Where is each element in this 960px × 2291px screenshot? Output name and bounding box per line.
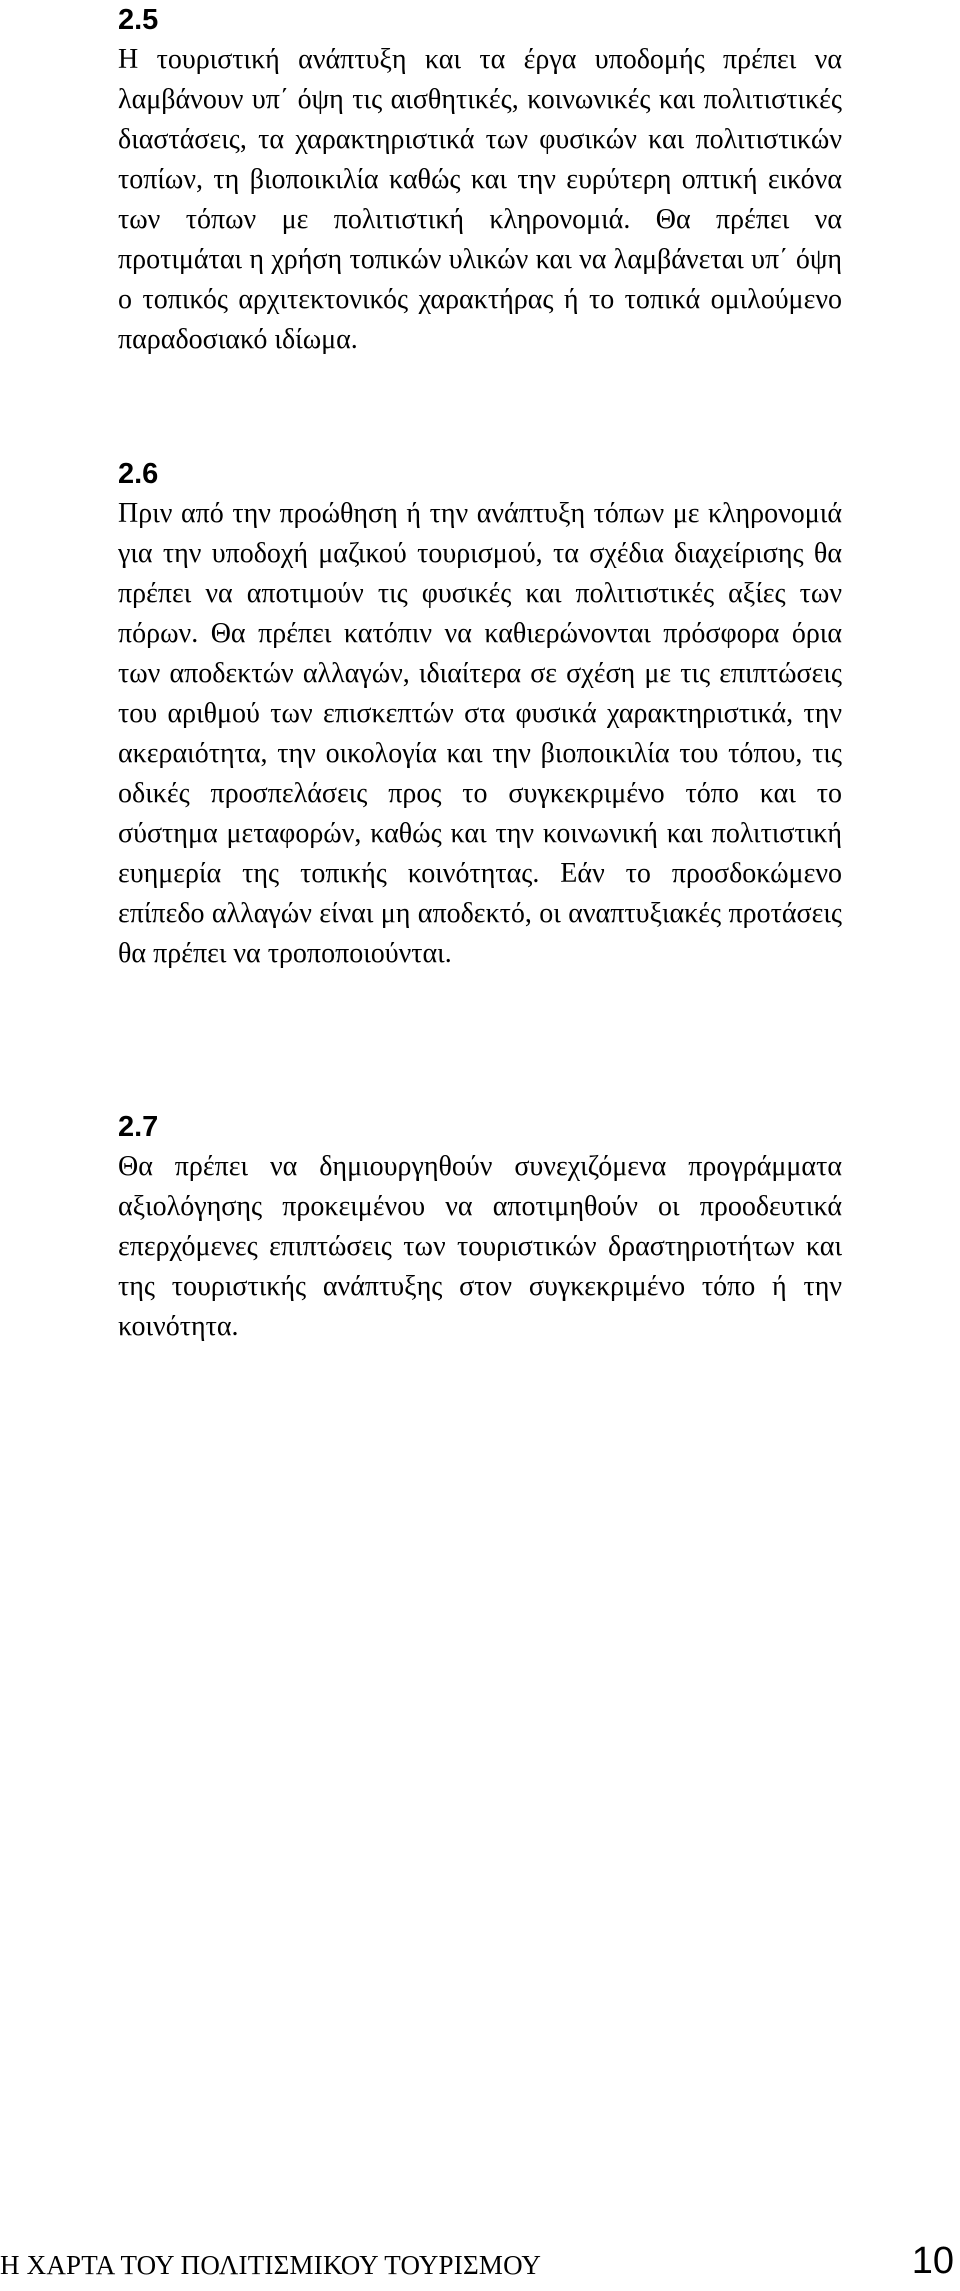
section-number: 2.7 xyxy=(118,1111,159,1143)
section-number: 2.6 xyxy=(118,458,159,490)
section-paragraph: Θα πρέπει να δημιουργηθούν συνεχιζόμενα προγράμματα αξιολόγησης προκειμένου να αποτιμηθούν οι προοδευτικά επερχόμενες επιπτώσεις των τουριστικών δραστηριοτήτων και της τουριστικής ανάπτυξης στον συγκεκριμένο τόπο ή την κοινότητα. xyxy=(118,1151,842,1342)
section-number: 2.5 xyxy=(118,4,159,36)
section-2-5 xyxy=(118,0,842,360)
section-paragraph: Πριν από την προώθηση ή την ανάπτυξη τόπων με κληρονομιά για την υποδοχή μαζικού τουρισμού, τα σχέδια διαχείρισης θα πρέπει να αποτιμούν τις φυσικές και πολιτιστικές αξίες των πόρων. Θα πρέπει κατόπιν να καθιερώνονται πρόσφορα όρια των αποδεκτών αλλαγών, ιδιαίτερα σε σχέση με τις επιπτώσεις του αριθμού των επισκεπτών στα φυσικά χαρακτηριστικά, την ακεραιότητα, την οικολογία και την βιοποικιλία του τόπου, τις οδικές προσπελάσεις προς το συγκεκριμένο τόπο και το σύστημα μεταφορών, καθώς και την κοινωνική και πολιτιστική ευημερία της τοπικής κοινότητας. Εάν το προσδοκώμενο επίπεδο αλλαγών είναι μη αποδεκτό, οι αναπτυξιακές προτάσεις θα πρέπει να τροποποιούνται. xyxy=(118,498,842,969)
page-number: 10 xyxy=(911,2240,954,2282)
section-paragraph: Η τουριστική ανάπτυξη και τα έργα υποδομής πρέπει να λαμβάνουν υπ΄ όψη τις αισθητικές, κοινωνικές και πολιτιστικές διαστάσεις, τα χαρακτηριστικά των φυσικών και πολιτιστικών τοπίων, τη βιοποικιλία καθώς και την ευρύτερη οπτική εικόνα των τόπων με πολιτιστική κληρονομιά. Θα πρέπει να προτιμάται η χρήση τοπικών υλικών και να λαμβάνεται υπ΄ όψη ο τοπικός αρχιτεκτονικός χαρακτήρας ή το τοπικά ομιλούμενο παραδοσιακό ιδίωμα. xyxy=(118,44,842,355)
section-2-6 xyxy=(118,454,842,974)
section-2-7 xyxy=(118,1107,842,1347)
page-footer xyxy=(0,2235,960,2291)
footer-title: Η ΧΑΡΤΑ ΤΟΥ ΠΟΛΙΤΙΣΜΙΚΟΥ ΤΟΥΡΙΣΜΟΥ xyxy=(0,2250,542,2280)
